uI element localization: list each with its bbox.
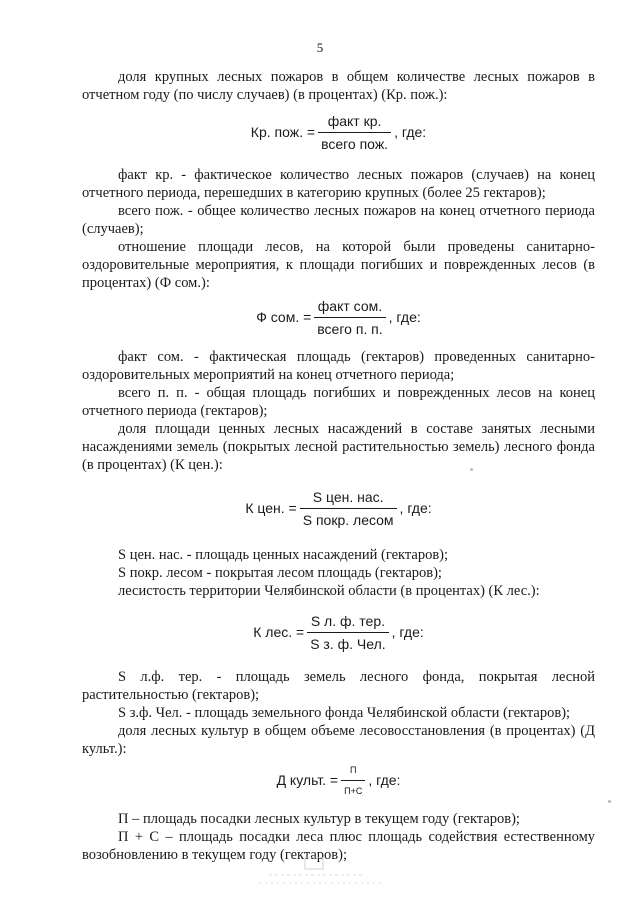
fraction-numerator: П xyxy=(349,764,357,775)
formula-fraction xyxy=(307,612,388,653)
formula-lhs: К лес. = xyxy=(253,624,305,640)
formula-lhs: Кр. пож. = xyxy=(250,124,316,140)
fraction-numerator: факт кр. xyxy=(327,112,382,129)
formula-valuable xyxy=(82,474,595,542)
paragraph-s-lf-ter: S л.ф. тер. - площадь земель лесного фонда, покрытая лесной растительностью (гектаров); xyxy=(82,669,595,703)
document-body xyxy=(82,68,595,864)
fraction-numerator: S л. ф. тер. xyxy=(310,612,386,629)
fraction-denominator: всего пож. xyxy=(318,132,391,153)
formula-lhs: Д культ. = xyxy=(276,772,339,788)
faded-stamp-mark xyxy=(255,857,385,887)
paragraph-s-cen: S цен. нас. - площадь ценных насаждений (гектаров); xyxy=(118,547,449,563)
formula-large-fires xyxy=(82,104,595,160)
fraction-numerator: S цен. нас. xyxy=(312,488,384,505)
formula-fraction xyxy=(314,297,385,338)
paragraph-large-fires: доля крупных лесных пожаров в общем количестве лесных пожаров в отчетном году (по числу случаев) (в процентах) (Кр. пож.): xyxy=(82,69,595,103)
formula-fraction xyxy=(318,112,391,153)
fraction-numerator: факт сом. xyxy=(317,297,383,314)
scan-speck xyxy=(470,468,473,471)
stamp-icon xyxy=(255,857,385,887)
formula-lhs: К цен. = xyxy=(245,500,297,516)
formula-sanitary xyxy=(82,292,595,342)
fraction-denominator: S з. ф. Чел. xyxy=(307,632,388,653)
fraction-denominator: П+С xyxy=(341,780,365,800)
paragraph-fakt-som: факт сом. - фактическая площадь (гектаров) проведенных санитарно-оздоровительных мероприятий на конец отчетного периода; xyxy=(82,349,595,383)
fraction-denominator: всего п. п. xyxy=(314,317,385,338)
paragraph-forest-cultures: доля лесных культур в общем объеме лесовосстановления (в процентах) (Д культ.): xyxy=(82,723,595,757)
scan-speck xyxy=(608,800,611,803)
formula-tail: , где: xyxy=(394,124,427,140)
paragraph-s-zf-chel: S з.ф. Чел. - площадь земельного фонда Челябинской области (гектаров); xyxy=(118,705,571,721)
formula-fraction xyxy=(341,761,365,800)
paragraph-p-plus-c: П + С – площадь посадки леса плюс площадь содействия естественному возобновлению в текущем году (гектаров); xyxy=(82,829,595,863)
formula-tail: , где: xyxy=(388,309,421,325)
formula-tail: , где: xyxy=(399,500,432,516)
paragraph-fakt-kr: факт кр. - фактическое количество лесных пожаров (случаев) на конец отчетного периода, перешедших в категорию крупных (более 25 гектаров); xyxy=(82,167,595,201)
formula-lhs: Ф сом. = xyxy=(256,309,312,325)
paragraph-vsego-pozh: всего пож. - общее количество лесных пожаров на конец отчетного периода (случаев); xyxy=(82,203,595,237)
paragraph-sanitary-ratio: отношение площади лесов, на которой были проведены санитарно-оздоровительные мероприятия, к площади погибших и поврежденных лесов (в процентах) (Ф сом.): xyxy=(82,239,595,291)
formula-tail: , где: xyxy=(368,772,401,788)
paragraph-vsego-pp: всего п. п. - общая площадь погибших и поврежденных лесов на конец отчетного периода (гектаров); xyxy=(82,385,595,419)
formula-cultures xyxy=(82,758,595,802)
page-number: 5 xyxy=(316,40,324,55)
paragraph-valuable-plantations: доля площади ценных лесных насаждений в составе занятых лесными насаждениями земель (покрытых лесной растительностью земель) лесного фонда (в процентах) (К цен.): xyxy=(82,421,595,473)
formula-fraction xyxy=(300,488,397,529)
formula-forest-cover xyxy=(82,600,595,664)
formula-tail: , где: xyxy=(391,624,424,640)
fraction-denominator: S покр. лесом xyxy=(300,508,397,529)
paragraph-s-pokr: S покр. лесом - покрытая лесом площадь (гектаров); xyxy=(118,565,442,581)
paragraph-forest-cover: лесистость территории Челябинской области (в процентах) (К лес.): xyxy=(118,583,540,599)
paragraph-p: П – площадь посадки лесных культур в текущем году (гектаров); xyxy=(118,811,520,827)
